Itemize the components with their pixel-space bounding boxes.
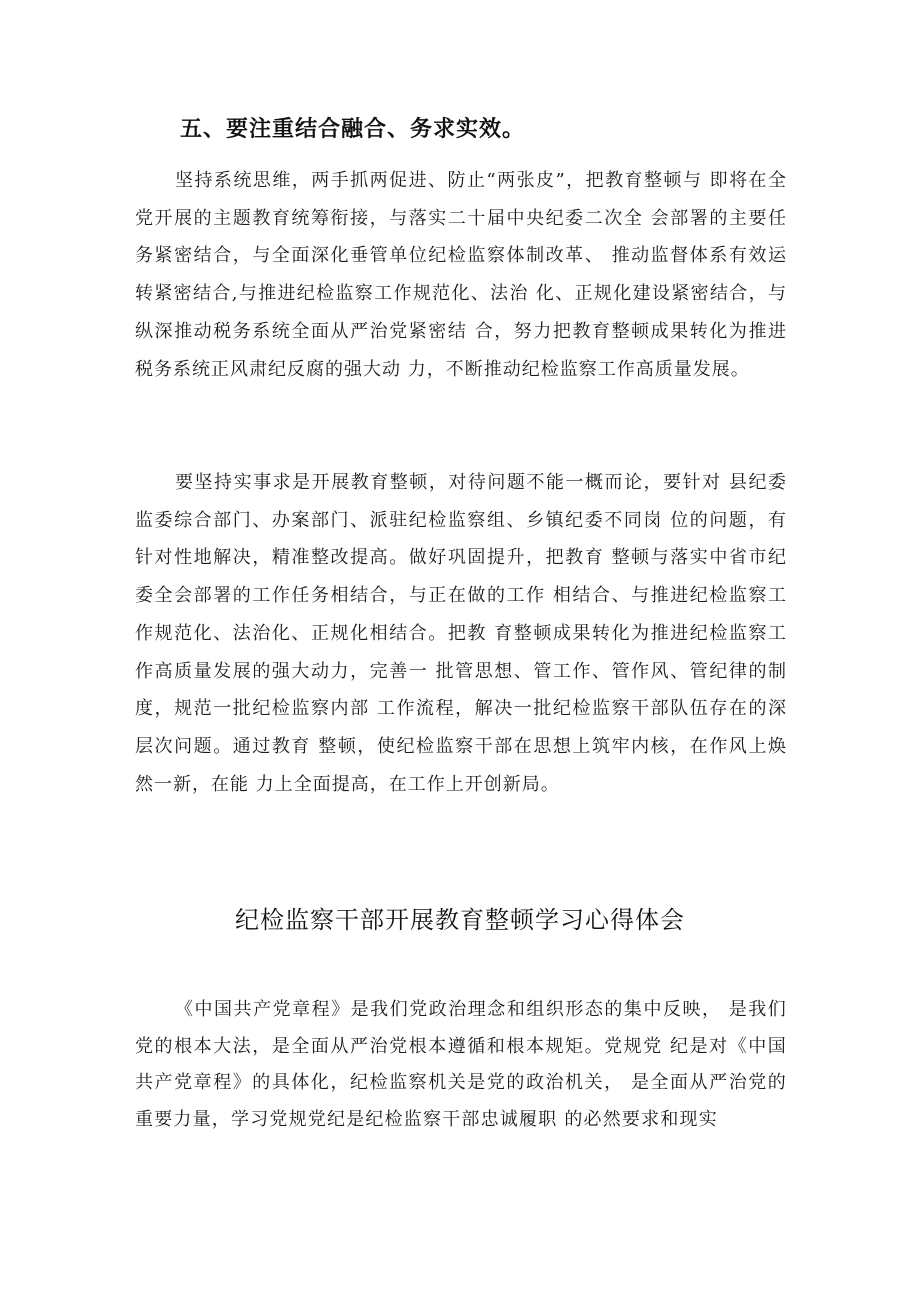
section-paragraph-2: 要坚持实事求是开展教育整顿，对待问题不能一概而论，要针对 县纪委监委综合部门、办案部门、派驻纪检监察组、乡镇纪委不同岗 位的问题，有针对性地解决，精准整改提高。做好巩固提升，把教育 整顿与落实中省市纪委全会部署的工作任务相结合，与正在做的工作 相结合、与推进纪检监察工作规范化、法治化、正规化相结合。把教 育整顿成果转化为推进纪检监察工作高质量发展的强大动力，完善一 批管思想、管工作、管作风、管纪律的制度，规范一批纪检监察内部 工作流程，解决一批纪检监察干部队伍存在的深层次问题。通过教育 整顿，使纪检监察干部在思想上筑牢内核，在作风上焕然一新，在能 力上全面提高，在工作上开创新局。	[135, 472, 787, 795]
section-paragraph-1: 坚持系统思维，两手抓两促进、防止“两张皮”，把教育整顿与 即将在全党开展的主题教育统筹衔接，与落实二十届中央纪委二次全 会部署的主要任务紧密结合，与全面深化垂管单位纪检监察体制改革、 推动监督体系有效运转紧密结合,与推进纪检监察工作规范化、法治 化、正规化建设紧密结合，与纵深推动税务系统全面从严治党紧密结 合，努力把教育整顿成果转化为推进税务系统正风肃纪反腐的强大动 力，不断推动纪检监察工作高质量发展。	[135, 170, 787, 380]
article-title: 纪检监察干部开展教育整顿学习心得体会	[235, 906, 685, 934]
section-heading: 五、要注重结合融合、务求实效。	[180, 117, 526, 142]
article-paragraph-1: 《中国共产党章程》是我们党政治理念和组织形态的集中反映， 是我们党的根本大法，是全面从严治党根本遵循和根本规矩。党规党 纪是对《中国共产党章程》的具体化，纪检监察机关是党的政治机关， 是全面从严治党的重要力量，学习党规党纪是纪检监察干部忠诚履职 的必然要求和现实	[135, 999, 787, 1130]
